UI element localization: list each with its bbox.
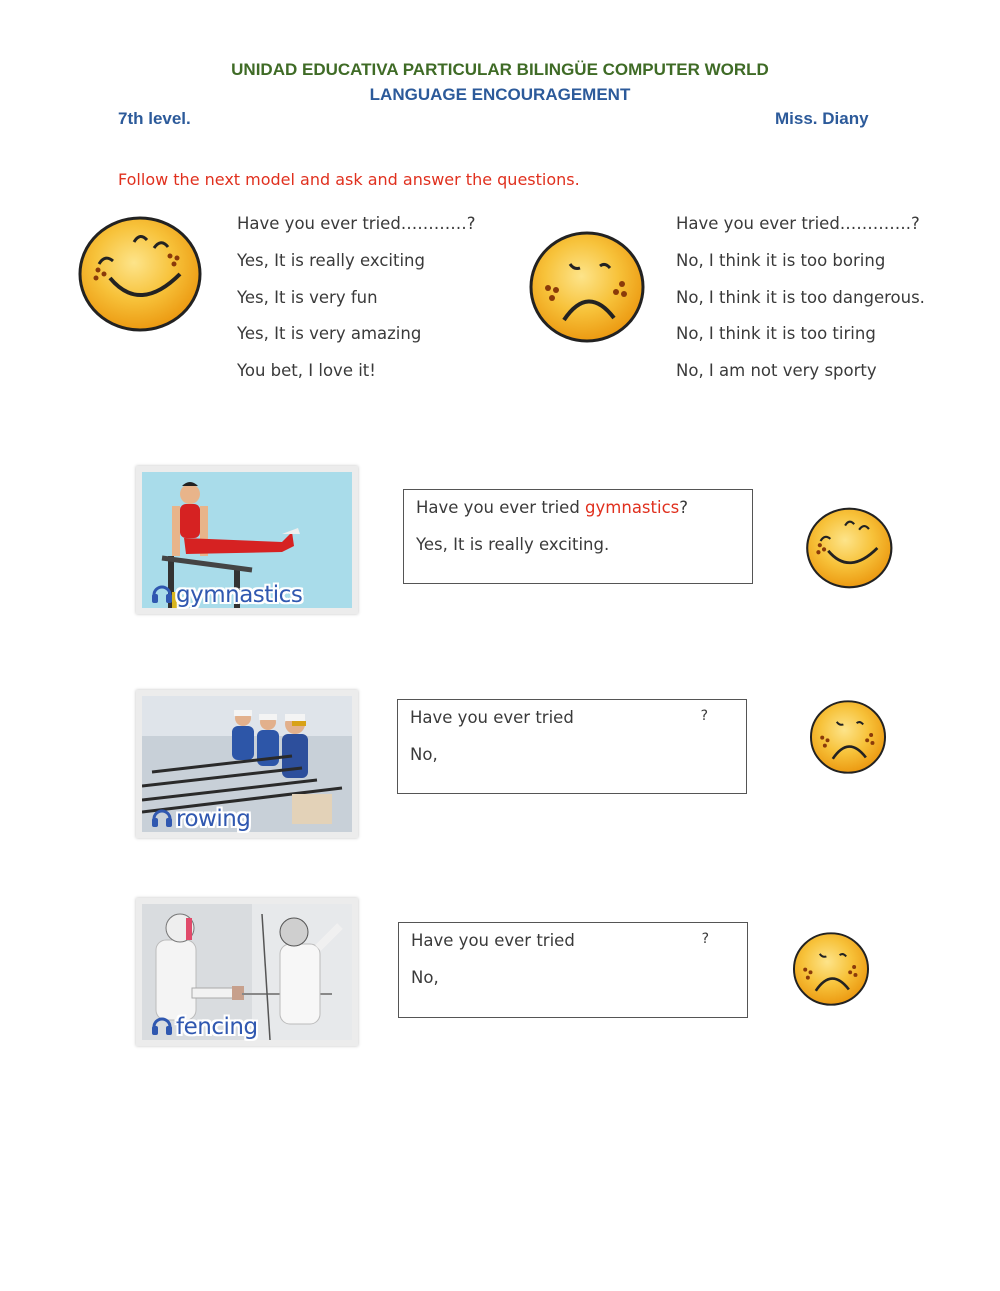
positive-line: Yes, It is very amazing	[237, 324, 422, 344]
negative-model-list	[676, 213, 925, 397]
happy-face-icon	[74, 212, 208, 336]
subject-title: LANGUAGE ENCOURAGEMENT	[369, 85, 631, 104]
gymnastics-image	[136, 466, 358, 614]
positive-line: You bet, I love it!	[237, 361, 376, 381]
positive-model-list	[237, 213, 476, 397]
answer-box[interactable]	[397, 699, 747, 794]
headphones-icon	[150, 805, 174, 829]
negative-line: No, I think it is too tiring	[676, 324, 876, 344]
negative-line: No, I think it is too dangerous.	[676, 287, 925, 307]
question-text: Have you ever tried	[411, 931, 575, 950]
answer-box[interactable]	[398, 922, 748, 1018]
sport-word: gymnastics	[585, 498, 680, 517]
instruction-text: Follow the next model and ask and answer the questions.	[118, 170, 580, 189]
question-mark: ?	[701, 931, 709, 947]
sad-face-icon	[789, 930, 873, 1008]
question-text: Have you ever tried gymnastics?	[416, 498, 689, 517]
sad-face-icon	[806, 698, 890, 776]
question-text: Have you ever tried	[410, 708, 574, 727]
sport-label: gymnastics	[176, 582, 303, 608]
positive-line: Yes, It is very fun	[237, 287, 378, 307]
level-label: 7th level.	[118, 109, 191, 128]
teacher-name: Miss. Diany	[775, 109, 869, 128]
answer-text: No,	[410, 745, 438, 764]
question-mark: ?	[700, 708, 708, 724]
headphones-icon	[150, 581, 174, 605]
sport-label: rowing	[176, 806, 251, 832]
sad-face-icon	[526, 228, 648, 346]
answer-text: Yes, It is really exciting.	[416, 535, 610, 554]
happy-face-icon	[803, 503, 897, 593]
fencing-image	[136, 898, 358, 1046]
negative-line: Have you ever tried………….?	[676, 214, 920, 233]
school-name: UNIDAD EDUCATIVA PARTICULAR BILINGÜE COMPUTER WORLD	[231, 60, 769, 79]
negative-line: No, I think it is too boring	[676, 250, 886, 270]
rowing-image	[136, 690, 358, 838]
positive-line: Have you ever tried…………?	[237, 214, 476, 233]
positive-line: Yes, It is really exciting	[237, 250, 425, 270]
negative-line: No, I am not very sporty	[676, 361, 877, 381]
answer-box[interactable]	[403, 489, 753, 584]
headphones-icon	[150, 1013, 174, 1037]
sport-label: fencing	[176, 1014, 258, 1040]
answer-text: No,	[411, 968, 439, 987]
